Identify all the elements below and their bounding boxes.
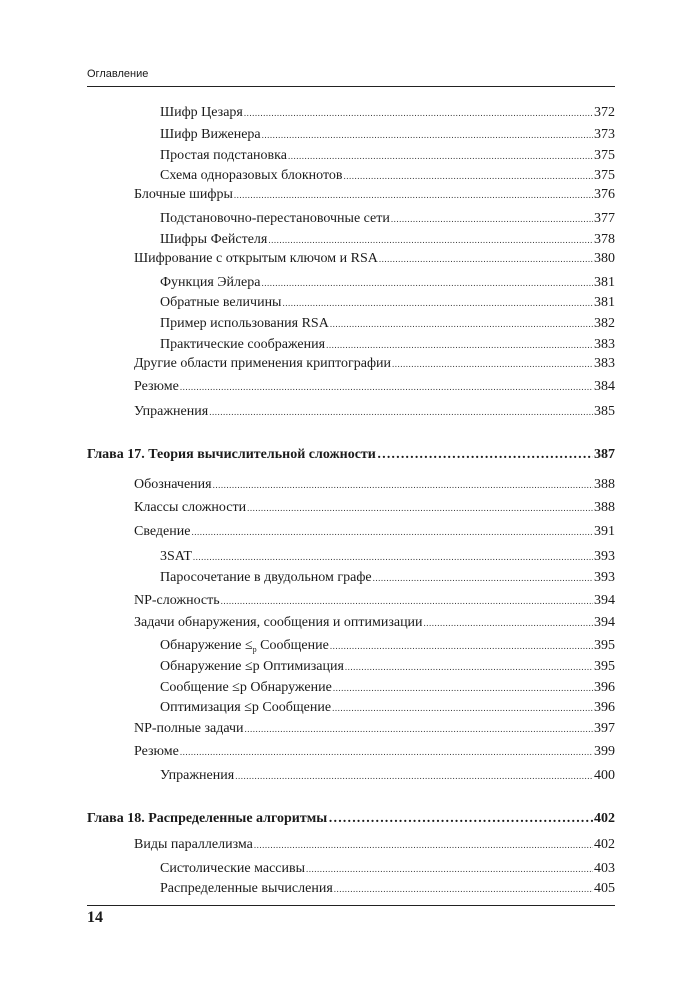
toc-entry[interactable] — [134, 614, 615, 632]
toc-entry[interactable] — [134, 403, 615, 421]
toc-entry-page: 399 — [594, 744, 615, 759]
dot-leader — [247, 499, 593, 517]
toc-entry-page: 388 — [594, 500, 615, 515]
toc-entry-title-text: Паросочетание в двудольном графе — [160, 570, 372, 585]
dot-leader — [326, 336, 593, 354]
toc-entry-title-text: Глава 17. Теория вычислительной сложности — [87, 447, 376, 462]
toc-entry-title — [160, 767, 234, 785]
toc-entry-title-text: Распределенные вычисления — [160, 881, 333, 896]
toc-entry-page: 391 — [594, 524, 615, 539]
dot-leader — [235, 767, 593, 785]
toc-entry[interactable] — [134, 720, 615, 738]
dot-leader — [424, 614, 593, 632]
toc-entry-title — [87, 810, 327, 828]
toc-entry-title-text: Сообщение — [256, 638, 329, 653]
dot-leader — [268, 231, 593, 249]
toc-entry-page: 373 — [594, 127, 615, 142]
toc-entry[interactable] — [160, 569, 615, 587]
toc-entry-title — [160, 860, 305, 878]
toc-entry-page: 400 — [594, 768, 615, 783]
toc-entry[interactable] — [160, 147, 615, 165]
dot-leader — [288, 147, 593, 165]
toc-entry-page: 395 — [594, 638, 615, 653]
toc-entry-title-text: Упражнения — [160, 768, 235, 783]
toc-entry-page: 372 — [594, 105, 615, 120]
toc-entry[interactable] — [134, 499, 615, 517]
toc-entry-title-text: Обратные величины — [160, 295, 282, 310]
toc-entry-title-text: Подстановочно-перестановочные сети — [160, 211, 390, 226]
dot-leader — [180, 378, 593, 396]
toc-entry-page: 393 — [594, 549, 615, 564]
toc-entry[interactable] — [134, 592, 615, 610]
toc-entry-title-text: Классы сложности — [134, 500, 247, 515]
dot-leader — [306, 860, 593, 878]
dot-leader — [262, 126, 593, 144]
footer-rule — [87, 905, 615, 906]
toc-entry-title — [134, 836, 253, 854]
toc-entry-title-text: Систолические массивы — [160, 861, 306, 876]
toc-entry-title — [160, 274, 260, 292]
toc-entry-page: 394 — [594, 615, 615, 630]
dot-leader — [330, 315, 593, 333]
toc-entry-page: 383 — [594, 356, 615, 371]
toc-entry-page: 378 — [594, 232, 615, 247]
toc-entry[interactable] — [160, 315, 615, 333]
dot-leader — [209, 403, 593, 421]
toc-entry[interactable] — [160, 210, 615, 228]
dot-leader — [328, 810, 593, 828]
toc-entry[interactable] — [160, 880, 615, 898]
toc-entry-title — [160, 637, 329, 659]
toc-entry[interactable] — [134, 250, 615, 268]
toc-entry[interactable] — [160, 699, 615, 717]
toc-entry[interactable] — [160, 167, 615, 185]
toc-entry-page: 381 — [594, 295, 615, 310]
toc-entry[interactable] — [160, 274, 615, 292]
toc-entry-title-text: Обозначения — [134, 477, 212, 492]
toc-entry[interactable] — [134, 743, 615, 761]
toc-entry-page: 402 — [594, 811, 615, 826]
toc-entry-page: 375 — [594, 168, 615, 183]
toc-entry-title-text: Задачи обнаружения, сообщения и оптимизации — [134, 615, 423, 630]
dot-leader — [391, 210, 593, 228]
toc-entry-title-text: Другие области применения криптографии — [134, 356, 392, 371]
toc-entry-title-text: Функция Эйлера — [160, 275, 261, 290]
toc-entry-title-text: Шифрование с открытым ключом и RSA — [134, 251, 378, 266]
toc-entry-title-text: Схема одноразовых блокнотов — [160, 168, 343, 183]
toc-entry-title-text: Пример использования RSA — [160, 316, 329, 331]
dot-leader — [333, 679, 593, 697]
toc-entry-title-text: Сведение — [134, 524, 191, 539]
toc-entry[interactable] — [134, 186, 615, 204]
toc-entry[interactable] — [134, 355, 615, 373]
dot-leader — [392, 355, 593, 373]
toc-entry-subscript: p — [252, 645, 257, 654]
toc-entry-page: 377 — [594, 211, 615, 226]
toc-entry-title — [160, 679, 332, 697]
toc-entry-title — [134, 186, 233, 204]
dot-leader — [332, 699, 593, 717]
toc-entry-page: 396 — [594, 700, 615, 715]
dot-leader — [191, 523, 593, 541]
dot-leader — [254, 836, 593, 854]
toc-entry[interactable] — [160, 336, 615, 354]
toc-entry-title-text: Шифр Виженера — [160, 127, 261, 142]
toc-entry-title — [160, 104, 243, 122]
dot-leader — [180, 743, 593, 761]
toc-entry[interactable] — [160, 104, 615, 122]
toc-entry-title — [134, 614, 423, 632]
toc-entry-title — [160, 336, 325, 354]
toc-entry-page: 376 — [594, 187, 615, 202]
toc-entry[interactable] — [134, 476, 615, 494]
toc-entry-title — [134, 499, 246, 517]
toc-entry[interactable] — [160, 860, 615, 878]
toc-entry-page: 394 — [594, 593, 615, 608]
toc-entry-title-text: Практические соображения — [160, 337, 326, 352]
toc-entry-page: 387 — [594, 447, 615, 462]
dot-leader — [193, 548, 593, 566]
dot-leader — [244, 104, 593, 122]
toc-entry-title — [160, 569, 372, 587]
toc-entry-title — [160, 658, 344, 676]
toc-entry-title-text: Глава 18. Распределенные алгоритмы — [87, 811, 328, 826]
toc-entry-title-text: NP-сложность — [134, 593, 220, 608]
toc-entry-title-text: NP-полные задачи — [134, 721, 244, 736]
toc-entry-title — [160, 210, 390, 228]
toc-entry-title-text: Обнаружение ≤ — [160, 638, 253, 653]
toc-entry-title — [160, 167, 343, 185]
toc-entry-title — [134, 592, 220, 610]
toc-entry-title-text: 3SAT — [160, 549, 192, 564]
toc-entry-title-text: Шифр Цезаря — [160, 105, 243, 120]
dot-leader — [245, 720, 593, 738]
toc-entry-title — [134, 720, 244, 738]
toc-entry-page: 405 — [594, 881, 615, 896]
toc-entry-page: 402 — [594, 837, 615, 852]
toc-entry[interactable] — [160, 767, 615, 785]
toc-chapter-entry[interactable] — [87, 810, 615, 828]
toc-entry-title — [160, 147, 287, 165]
toc-entry-title — [134, 403, 208, 421]
dot-leader — [373, 569, 593, 587]
toc-entry-title-text: Шифры Фейстеля — [160, 232, 268, 247]
toc-entry-title — [160, 126, 261, 144]
toc-chapter-entry[interactable] — [87, 446, 615, 464]
toc-entry-title-text: Простая подстановка — [160, 148, 287, 163]
toc-entry-page: 382 — [594, 316, 615, 331]
page-number: 14 — [87, 909, 103, 926]
dot-leader — [379, 250, 593, 268]
toc-entry[interactable] — [160, 637, 615, 659]
toc-entry-title-text: Резюме — [134, 744, 179, 759]
toc-entry-page: 388 — [594, 477, 615, 492]
toc-entry-title-text: Виды параллелизма — [134, 837, 253, 852]
toc-entry-page: 384 — [594, 379, 615, 394]
toc-entry[interactable] — [160, 548, 615, 566]
toc-entry-title — [160, 315, 329, 333]
toc-entry-title — [160, 548, 192, 566]
dot-leader — [261, 274, 593, 292]
toc-entry-title-text: Сообщение ≤p Обнаружение — [160, 680, 332, 695]
toc-entry-page: 383 — [594, 337, 615, 352]
toc-entry[interactable] — [134, 836, 615, 854]
toc-entry-title — [160, 231, 267, 249]
dot-leader — [377, 446, 593, 464]
toc-entry-title — [134, 355, 391, 373]
toc-entry-page: 393 — [594, 570, 615, 585]
toc-entry-title — [134, 250, 378, 268]
toc-entry-title-text: Блочные шифры — [134, 187, 233, 202]
toc-entry-title-text: Упражнения — [134, 404, 209, 419]
running-header: Оглавление — [87, 68, 149, 80]
dot-leader — [221, 592, 593, 610]
toc-entry-page: 403 — [594, 861, 615, 876]
dot-leader — [345, 658, 593, 676]
toc-entry-title-text: Обнаружение ≤p Оптимизация — [160, 659, 344, 674]
toc-entry-title — [134, 476, 212, 494]
toc-entry-title — [134, 378, 179, 396]
toc-entry[interactable] — [160, 126, 615, 144]
toc-entry-title — [134, 523, 190, 541]
toc-entry[interactable] — [160, 231, 615, 249]
dot-leader — [334, 880, 593, 898]
toc-entry-page: 385 — [594, 404, 615, 419]
toc-entry-page: 381 — [594, 275, 615, 290]
dot-leader — [234, 186, 593, 204]
toc-entry[interactable] — [160, 679, 615, 697]
toc-entry-page: 395 — [594, 659, 615, 674]
toc-entry[interactable] — [160, 294, 615, 312]
toc-entry-title-text: Резюме — [134, 379, 179, 394]
toc-entry-page: 397 — [594, 721, 615, 736]
toc-entry-page: 396 — [594, 680, 615, 695]
toc-entry-title — [134, 743, 179, 761]
toc-entry-title — [87, 446, 376, 464]
toc-entry[interactable] — [160, 658, 615, 676]
toc-entry-title — [160, 699, 331, 717]
dot-leader — [344, 167, 594, 185]
dot-leader — [213, 476, 593, 494]
toc-entry-title-text: Оптимизация ≤p Сообщение — [160, 700, 332, 715]
toc-entry[interactable] — [134, 378, 615, 396]
dot-leader — [282, 294, 593, 312]
toc-entry[interactable] — [134, 523, 615, 541]
toc-entry-title — [160, 294, 281, 312]
dot-leader — [330, 637, 593, 655]
toc-entry-page: 380 — [594, 251, 615, 266]
toc-entry-page: 375 — [594, 148, 615, 163]
toc-entry-title — [160, 880, 333, 898]
